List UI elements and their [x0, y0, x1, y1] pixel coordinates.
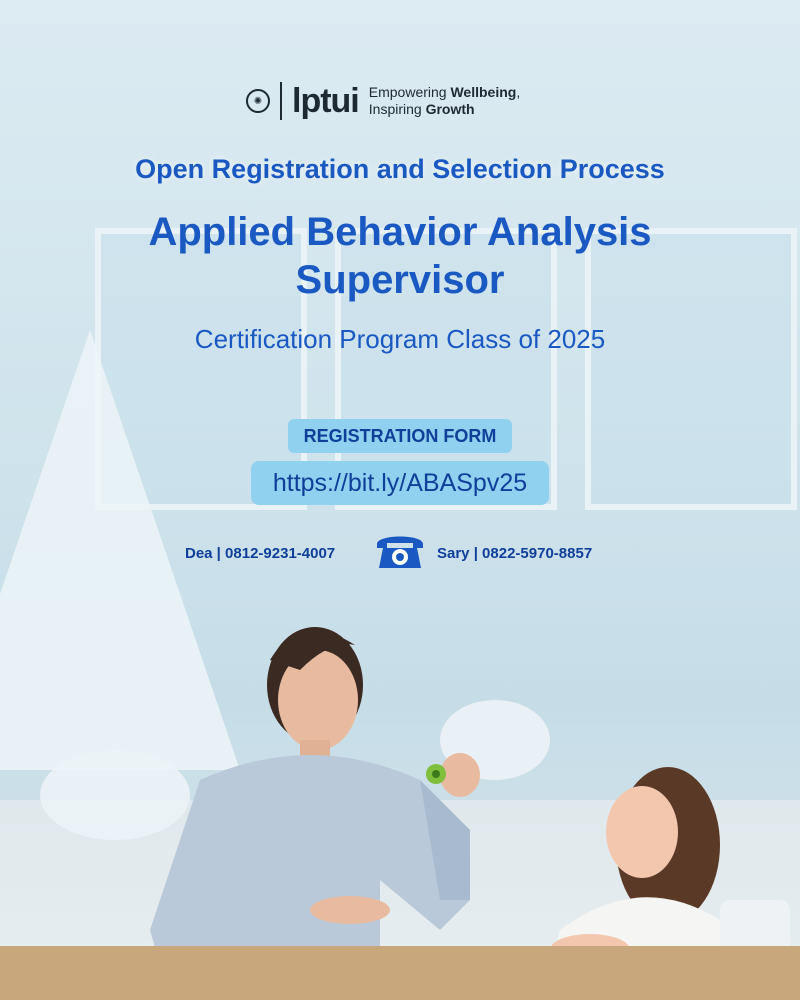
brand-header: [246, 80, 520, 122]
program-subtitle: Certification Program Class of 2025: [194, 324, 606, 354]
table: [0, 946, 800, 1000]
contact-sary[interactable]: Sary | 0822-5970-8857: [437, 545, 593, 562]
brand-logo: lptui: [292, 81, 359, 120]
brand-divider: [280, 82, 282, 120]
registration-label: REGISTRATION FORM: [288, 419, 512, 453]
headline: Open Registration and Selection Process: [135, 154, 665, 184]
therapist-child-photo: [0, 600, 800, 1000]
registration-link[interactable]: https://bit.ly/ABASpv25: [251, 461, 549, 505]
program-title-line-2: Supervisor: [295, 258, 505, 302]
university-seal-icon: ✺: [246, 89, 270, 113]
telephone-icon: [373, 530, 427, 572]
contact-dea[interactable]: Dea | 0812-9231-4007: [185, 545, 336, 562]
program-title-line-1: Applied Behavior Analysis: [148, 210, 652, 254]
program-title: [0, 208, 800, 304]
brand-tagline: Empowering Wellbeing, Inspiring Growth: [368, 84, 521, 117]
